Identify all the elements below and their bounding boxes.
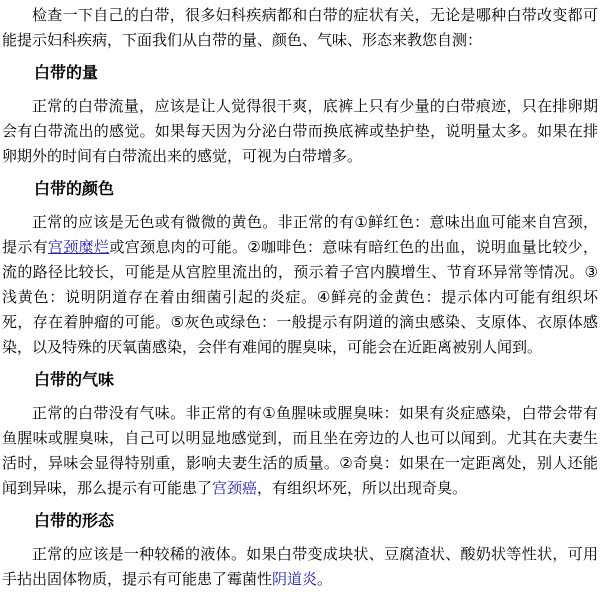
section-paragraph bbox=[2, 94, 598, 169]
inline-link-vaginitis[interactable]: 阴道炎 bbox=[272, 570, 318, 588]
intro-paragraph: 检查一下自己的白带，很多妇科疾病都和白带的症状有关，无论是哪种白带改变都可能提示妇科疾病，下面我们从白带的量、颜色、气味、形态来教您自测： bbox=[2, 6, 598, 49]
sections-container bbox=[2, 63, 598, 592]
section-heading: 白带的气味 bbox=[34, 370, 115, 389]
paragraph-text: 正常的应该是一种较稀的液体。如果白带变成块状、豆腐渣状、酸奶状等性状，可用手拈出固体物质，提示有可能患了霉菌性 bbox=[2, 545, 598, 588]
section-heading: 白带的颜色 bbox=[34, 179, 115, 198]
paragraph-text: 。 bbox=[317, 570, 333, 588]
inline-link-cervical-erosion[interactable]: 宫颈糜烂 bbox=[48, 238, 110, 256]
section-heading: 白带的量 bbox=[34, 63, 99, 82]
paragraph-text: 正常的应该是无色或有微微的黄色。非正常的有①鲜红色：意味出血可能来自宫颈，提示有 bbox=[2, 213, 598, 256]
paragraph-text: 正常的白带流量，应该是让人觉得很干爽，底裤上只有少量的白带痕迹，只在排卵期会有白带流出的感觉。如果每天因为分泌白带而换底裤或垫护垫，说明量太多。如果在排卵期外的时间有白带流出来的感觉，可视为白带增多。 bbox=[2, 97, 598, 165]
section-paragraph bbox=[2, 210, 598, 360]
inline-link-cervical-cancer[interactable]: 宫颈癌 bbox=[212, 479, 258, 497]
section-paragraph bbox=[2, 542, 598, 592]
paragraph-text: 或宫颈息肉的可能。②咖啡色：意味有暗红色的出血，说明血量比较少，流的路径比较长，可能是从宫腔里流出的，预示着子宫内膜增生、节育环异常等情况。③浅黄色：说明阴道存在着由细菌引起的炎症。④鲜亮的金黄色：提示体内可能有组织坏死，存在着肿瘤的可能。⑤灰色或绿色：一般提示有阴道的滴虫感染、支原体、衣原体感染，以及特殊的厌氧菌感染，会伴有难闻的腥臭味，可能会在近距离被别人闻到。 bbox=[2, 238, 598, 356]
paragraph-text: ，有组织坏死，所以出现奇臭。 bbox=[257, 479, 468, 497]
paragraph-text: 正常的白带没有气味。非正常的有①鱼腥味或腥臭味：如果有炎症感染，白带会带有鱼腥味或腥臭味，自己可以明显地感觉到，而且坐在旁边的人也可以闻到。尤其在夫妻生活时，异味会显得特别重，影响夫妻生活的质量。②奇臭：如果在一定距离处，别人还能闻到异味，那么提示有可能患了 bbox=[2, 404, 598, 497]
section-heading: 白带的形态 bbox=[34, 511, 115, 530]
section-paragraph bbox=[2, 401, 598, 501]
